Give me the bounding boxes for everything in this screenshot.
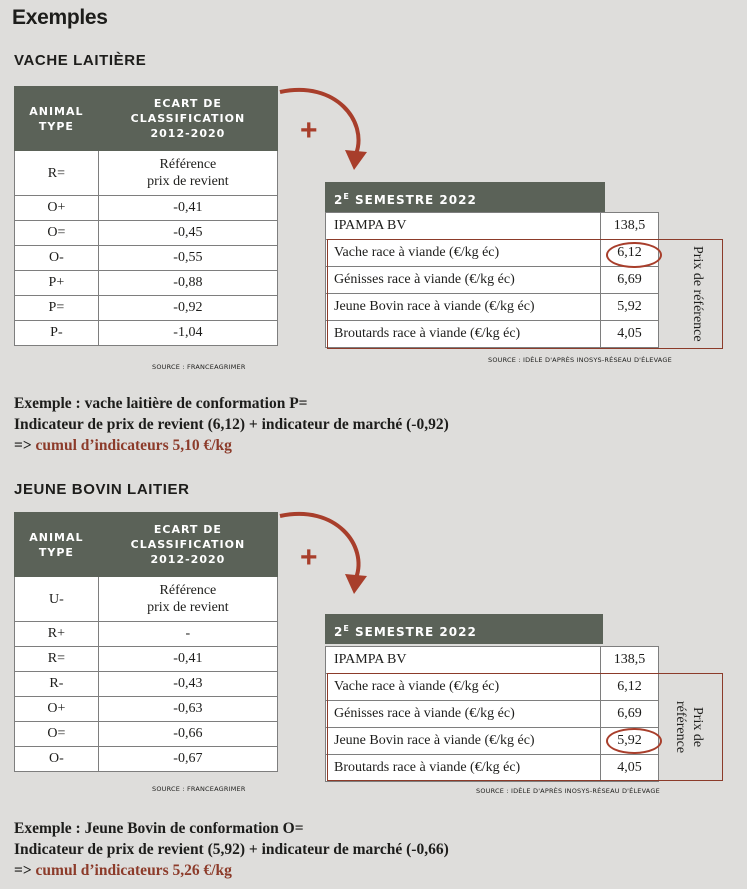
example-result: => cumul d’indicateurs 5,10 €/kg: [14, 437, 232, 454]
curved-arrow-icon: [276, 506, 376, 598]
classification-table-vache: [14, 86, 278, 346]
price-label: Génisses race à viande (€/kg éc): [326, 267, 601, 294]
row-value: -0,41: [98, 647, 277, 672]
row-type: O=: [15, 722, 99, 747]
classification-table-jeune-bovin: [14, 512, 278, 772]
highlight-circle: [606, 728, 662, 754]
section-heading-jeune-bovin: JEUNE BOVIN LAITIER: [14, 481, 190, 498]
row-type: O=: [15, 221, 99, 246]
plus-sign: +: [300, 114, 318, 147]
header-ecart: ECART DE CLASSIFICATION 2012-2020: [98, 513, 277, 577]
side-label-prix: Prix de référence: [690, 246, 705, 342]
row-value: -0,43: [98, 672, 277, 697]
source-idele: SOURCE : IDÈLE D'APRÈS INOSYS-RÉSEAU D'ÉLEVAGE: [476, 787, 660, 795]
row-type: P-: [15, 321, 99, 346]
row-value: -0,63: [98, 697, 277, 722]
row-value: -0,67: [98, 747, 277, 772]
side-label-prix: Prix de référence: [673, 700, 705, 754]
price-value: 6,69: [601, 701, 659, 728]
row-type: P=: [15, 296, 99, 321]
header-animal-type: ANIMAL TYPE: [15, 513, 99, 577]
price-value: 6,69: [601, 267, 659, 294]
row-type: O-: [15, 747, 99, 772]
row-type: O+: [15, 697, 99, 722]
price-value: 138,5: [601, 647, 659, 674]
example-line: Exemple : Jeune Bovin de conformation O=: [14, 820, 304, 837]
row-type: P+: [15, 271, 99, 296]
plus-sign: +: [300, 541, 318, 574]
price-label: Broutards race à viande (€/kg éc): [326, 755, 601, 782]
example-line: Exemple : vache laitière de conformation P=: [14, 395, 308, 412]
price-value: 4,05: [601, 321, 659, 348]
row-value: -0,66: [98, 722, 277, 747]
example-result: => cumul d’indicateurs 5,26 €/kg: [14, 862, 232, 879]
row-type: R-: [15, 672, 99, 697]
row-type: O-: [15, 246, 99, 271]
row-type: O+: [15, 196, 99, 221]
row-type: R+: [15, 622, 99, 647]
price-label: Vache race à viande (€/kg éc): [326, 674, 601, 701]
reference-price-box: [327, 673, 723, 781]
price-value: 4,05: [601, 755, 659, 782]
semestre-header: $2^E$ SEMESTRE 2022: [325, 182, 605, 212]
row-value: Référence prix de revient: [98, 151, 277, 196]
example-line: Indicateur de prix de revient (6,12) + indicateur de marché (-0,92): [14, 416, 449, 433]
price-label: IPAMPA BV: [326, 647, 601, 674]
curved-arrow-icon: [276, 82, 376, 174]
row-value: Référence prix de revient: [98, 577, 277, 622]
row-value: -1,04: [98, 321, 277, 346]
highlight-circle: [606, 242, 662, 268]
price-label: Génisses race à viande (€/kg éc): [326, 701, 601, 728]
section-heading-vache: VACHE LAITIÈRE: [14, 52, 147, 69]
price-value: 6,12: [601, 674, 659, 701]
source-franceagrimer: SOURCE : FRANCEAGRIMER: [152, 363, 246, 371]
price-label: Jeune Bovin race à viande (€/kg éc): [326, 728, 601, 755]
source-idele: SOURCE : IDÈLE D'APRÈS INOSYS-RÉSEAU D'ÉLEVAGE: [488, 356, 672, 364]
source-franceagrimer: SOURCE : FRANCEAGRIMER: [152, 785, 246, 793]
row-value: -: [98, 622, 277, 647]
price-value: 6,12: [601, 240, 659, 267]
page-title: Exemples: [12, 6, 108, 29]
price-label: Jeune Bovin race à viande (€/kg éc): [326, 294, 601, 321]
header-animal-type: ANIMAL TYPE: [15, 87, 99, 151]
row-type: R=: [15, 647, 99, 672]
row-type: U-: [15, 577, 99, 622]
row-value: -0,41: [98, 196, 277, 221]
semestre-header: $2^E$ SEMESTRE 2022: [325, 614, 603, 644]
row-value: -0,55: [98, 246, 277, 271]
price-value: 138,5: [601, 213, 659, 240]
header-ecart: ECART DE CLASSIFICATION 2012-2020: [98, 87, 277, 151]
example-block: [14, 818, 449, 881]
price-value: 5,92: [601, 728, 659, 755]
example-block: [14, 393, 449, 456]
row-value: -0,92: [98, 296, 277, 321]
row-value: -0,88: [98, 271, 277, 296]
price-label: IPAMPA BV: [326, 213, 601, 240]
reference-price-box: [327, 239, 723, 349]
price-label: Vache race à viande (€/kg éc): [326, 240, 601, 267]
price-value: 5,92: [601, 294, 659, 321]
example-line: Indicateur de prix de revient (5,92) + indicateur de marché (-0,66): [14, 841, 449, 858]
row-value: -0,45: [98, 221, 277, 246]
row-type: R=: [15, 151, 99, 196]
price-label: Broutards race à viande (€/kg éc): [326, 321, 601, 348]
